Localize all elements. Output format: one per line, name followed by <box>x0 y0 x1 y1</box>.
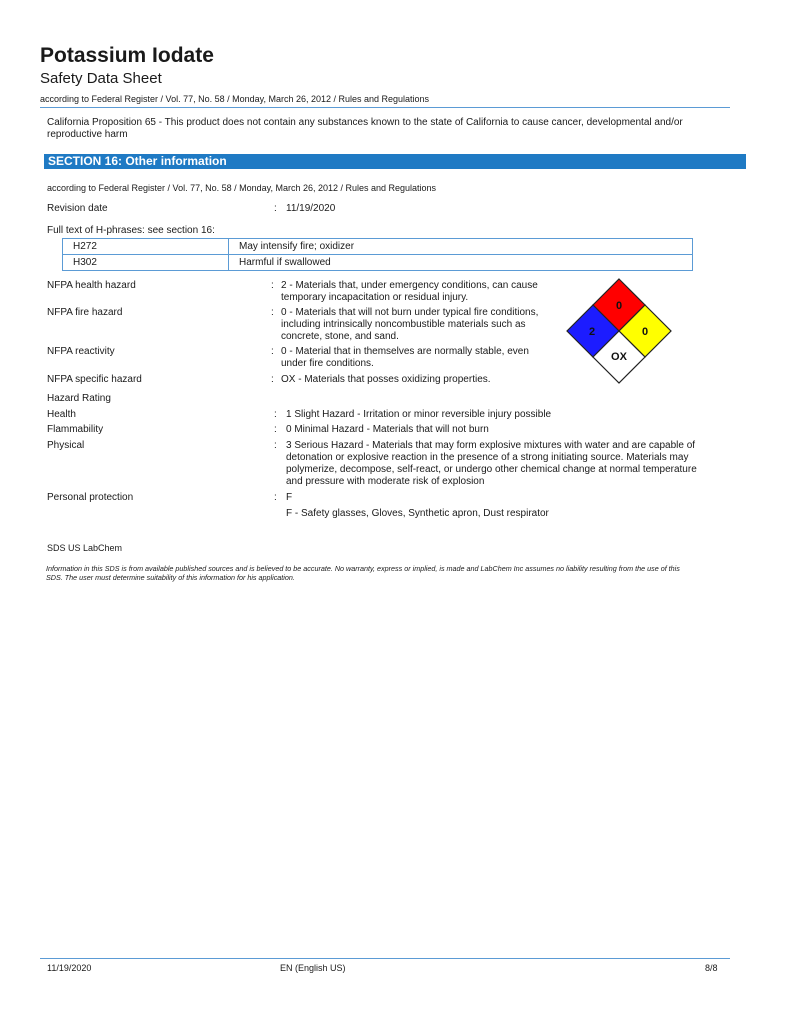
nfpa-diamond <box>566 278 672 384</box>
personal-protection-label: Personal protection <box>47 492 134 503</box>
nfpa-fire-line3: concrete, stone, and sand. <box>281 331 399 342</box>
footer-date: 11/19/2020 <box>47 963 92 973</box>
nfpa-reactivity-line2: under fire conditions. <box>281 358 374 369</box>
physical-line4: and pressure with moderate risk of explosion <box>286 476 485 487</box>
footer-divider <box>40 958 730 959</box>
physical-colon: : <box>274 440 277 451</box>
nfpa-health-label: NFPA health hazard <box>47 280 136 291</box>
physical-line3: polymerize, decompose, self-react, or undergo other chemical change at normal temperature <box>286 464 697 475</box>
nfpa-fire-line1: 0 - Materials that will not burn under typical fire conditions, <box>281 307 539 318</box>
hphrases-label: Full text of H-phrases: see section 16: <box>47 225 215 236</box>
header-divider <box>40 107 730 108</box>
footer-page-number: 8/8 <box>705 963 718 973</box>
physical-label: Physical <box>47 440 85 451</box>
nfpa-reactivity-colon: : <box>271 346 274 357</box>
flammability-label: Flammability <box>47 424 104 435</box>
nfpa-health-line2: temporary incapacitation or residual injury. <box>281 292 469 303</box>
flammability-value: 0 Minimal Hazard - Materials that will not burn <box>286 424 489 435</box>
prop65-line2: reproductive harm <box>47 129 128 140</box>
hphrase-code: H302 <box>63 255 229 271</box>
hphrase-text: Harmful if swallowed <box>229 255 693 271</box>
personal-protection-detail: F - Safety glasses, Gloves, Synthetic apron, Dust respirator <box>286 508 549 519</box>
nfpa-health-rating: 2 <box>588 326 596 338</box>
nfpa-specific-label: NFPA specific hazard <box>47 374 142 385</box>
nfpa-reactivity-label: NFPA reactivity <box>47 346 115 357</box>
disclaimer <box>46 564 746 582</box>
physical-line1: 3 Serious Hazard - Materials that may form explosive mixtures with water and are capable of <box>286 440 696 451</box>
nfpa-fire-rating: 0 <box>615 300 623 312</box>
hazard-rating-label: Hazard Rating <box>47 393 111 404</box>
disclaimer-line2: SDS. The user must determine suitability of this information for his application. <box>46 573 295 582</box>
sds-source: SDS US LabChem <box>47 543 123 553</box>
footer-language: EN (English US) <box>280 963 346 973</box>
table-row <box>63 255 693 271</box>
nfpa-fire-colon: : <box>271 307 274 318</box>
nfpa-specific-value: OX - Materials that posses oxidizing properties. <box>281 374 491 385</box>
nfpa-reactivity-line1: 0 - Material that in themselves are normally stable, even <box>281 346 529 357</box>
flammability-colon: : <box>274 424 277 435</box>
revision-date-value: 11/19/2020 <box>286 203 336 214</box>
nfpa-reactivity-rating: 0 <box>641 326 649 338</box>
personal-protection-colon: : <box>274 492 277 503</box>
physical-line2: detonation or explosive reaction in the presence of a strong initiating source. Materials may <box>286 452 689 463</box>
nfpa-special-rating: OX <box>611 351 627 363</box>
hphrases-table <box>62 238 693 271</box>
hphrase-text: May intensify fire; oxidizer <box>229 239 693 255</box>
prop65-line1: California Proposition 65 - This product does not contain any substances known to the state of California to cause cancer, developmental and/or <box>47 117 683 128</box>
disclaimer-line1: Information in this SDS is from available published sources and is believed to be accurate. No warranty, express or implied, is made and LabChem Inc assumes no liability resulting from the use of this <box>46 564 680 573</box>
health-colon: : <box>274 409 277 420</box>
revision-colon: : <box>274 203 277 214</box>
nfpa-health-line1: 2 - Materials that, under emergency conditions, can cause <box>281 280 538 291</box>
nfpa-health-colon: : <box>271 280 274 291</box>
document-subtitle: Safety Data Sheet <box>40 70 162 87</box>
revision-date-label: Revision date <box>47 203 108 214</box>
table-row <box>63 239 693 255</box>
nfpa-fire-line2: including intrinsically noncombustible materials such as <box>281 319 526 330</box>
nfpa-specific-colon: : <box>271 374 274 385</box>
nfpa-fire-label: NFPA fire hazard <box>47 307 123 318</box>
health-label: Health <box>47 409 76 420</box>
health-value: 1 Slight Hazard - Irritation or minor reversible injury possible <box>286 409 552 420</box>
personal-protection-value: F <box>286 492 293 503</box>
header-regulation: according to Federal Register / Vol. 77, No. 58 / Monday, March 26, 2012 / Rules and Regulations <box>40 94 430 104</box>
document-title: Potassium Iodate <box>40 44 214 67</box>
section-16-heading: SECTION 16: Other information <box>44 154 746 169</box>
hphrase-code: H272 <box>63 239 229 255</box>
section-regulation: according to Federal Register / Vol. 77, No. 58 / Monday, March 26, 2012 / Rules and Regulations <box>47 183 437 193</box>
